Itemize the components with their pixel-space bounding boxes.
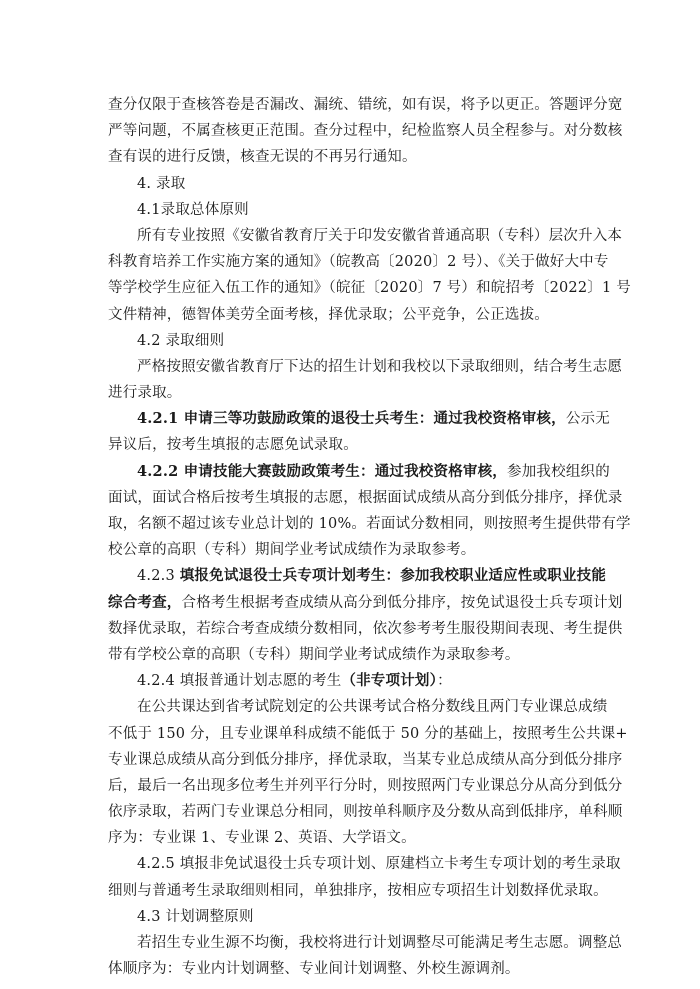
- bold-run: 4.2.2 申请技能大赛鼓励政策考生：通过我校资格审核，: [137, 462, 508, 480]
- text-run: 文件精神，德智体美劳全面考核，择优录取；公平竞争，公正选拔。: [108, 306, 549, 323]
- text-line: [108, 459, 610, 485]
- text-run: 所有专业按照《安徽省教育厅关于印发安徽省普通高职（专科）层次升入本: [137, 227, 623, 244]
- bold-run: 4.2.1 申请三等功鼓励政策的退役士兵考生：通过我校资格审核，: [137, 410, 566, 428]
- text-run: 序为：专业课 1、专业课 2、英语、大学语文。: [108, 830, 416, 847]
- text-line: [108, 721, 628, 747]
- text-line: [108, 537, 598, 563]
- text-line: [108, 930, 623, 956]
- text-run: 公示无: [565, 411, 610, 428]
- text-run: 4.2.5 填报非免试退役士兵专项计划、原建档立卡考生专项计划的考生录取: [137, 856, 621, 873]
- text-run: 专业课总成绩从高分到低分排序，择优录取，当某专业总成绩从高分到低分排序: [108, 751, 623, 768]
- text-run: 带有学校公章的高职（专科）期间学业考试成绩作为录取参考。: [108, 646, 520, 663]
- text-line: [108, 851, 621, 877]
- text-line: [108, 799, 623, 825]
- text-run: 4. 录取: [137, 175, 186, 192]
- text-line: [108, 354, 623, 380]
- text-line: [108, 92, 623, 118]
- text-line: [108, 223, 623, 249]
- document-body: [108, 92, 631, 982]
- text-run: ：: [437, 673, 452, 690]
- bold-run: 填报免试退役士兵专项计划考生：参加我校职业适应性或职业技能: [179, 567, 607, 585]
- text-line: [108, 904, 598, 930]
- text-run: 严格按照安徽省教育厅下达的招生计划和我校以下录取细则，结合考生志愿: [137, 358, 623, 375]
- text-line: [108, 825, 598, 851]
- text-line: [108, 616, 623, 642]
- text-run: 科教育培养工作实施方案的通知》（皖教高〔2020〕2 号）、《关于做好大中专: [108, 254, 609, 271]
- bold-run: 综合考查，: [108, 593, 182, 611]
- text-line: [108, 511, 631, 537]
- text-line: [108, 590, 623, 616]
- text-line: [108, 249, 609, 275]
- text-run: 体顺序为：专业内计划调整、专业间计划调整、外校生源调剂。: [108, 961, 520, 978]
- text-run: 4.1录取总体原则: [137, 201, 249, 218]
- text-run: 依序录取，若两门专业课总分相同，则按单科顺序及分数从高到低排序，单科顺: [108, 804, 623, 821]
- text-run: 4.2.4 填报普通计划志愿的考生: [137, 673, 342, 690]
- text-run: 严等问题，不属查核更正范围。查分过程中，纪检监察人员全程参与。对分数核: [108, 123, 623, 140]
- text-line: [108, 380, 598, 406]
- text-run: 4.2.3: [137, 568, 180, 585]
- text-line: [108, 563, 607, 589]
- text-line: [108, 878, 608, 904]
- text-run: 取，名额不超过该专业总计划的 10%。若面试分数相同，则按照考生提供带有学: [108, 516, 631, 532]
- text-run: 等学校学生应征入伍工作的通知》（皖征〔2020〕7 号）和皖招考〔2022〕1 号: [108, 280, 631, 297]
- text-run: 数择优录取，若综合考查成绩分数相同，依次参考考生服役期间表现、考生提供: [108, 620, 623, 637]
- text-run: 面试，面试合格后按考生填报的志愿，根据面试成绩从高分到低分排序，择优录: [108, 489, 623, 506]
- bold-run: （非专项计划）: [341, 672, 438, 690]
- text-line: [108, 773, 623, 799]
- text-line: [108, 642, 598, 668]
- text-run: 后，最后一名出现多位考生并列平行分时，则按照两门专业课总分从高分到低分: [108, 777, 623, 794]
- text-run: 细则与普通考生录取细则相同，单独排序，按相应专项招生计划数择优录取。: [108, 882, 608, 899]
- text-line: [108, 118, 623, 144]
- text-run: 4.3 计划调整原则: [137, 908, 254, 925]
- text-run: 校公章的高职（专科）期间学业考试成绩作为录取参考。: [108, 542, 476, 559]
- text-line: [108, 275, 631, 301]
- text-line: [108, 432, 598, 458]
- text-run: 参加我校组织的: [507, 463, 610, 480]
- text-run: 4.2 录取细则: [137, 332, 225, 349]
- text-line: [108, 197, 598, 223]
- text-run: 查分仅限于查核答卷是否漏改、漏统、错统，如有误，将予以更正。答题评分宽: [108, 97, 623, 113]
- text-line: [108, 302, 598, 328]
- text-run: 查有误的进行反馈，核查无误的不再另行通知。: [108, 149, 417, 166]
- text-line: [108, 668, 598, 694]
- text-run: 若招生专业生源不均衡，我校将进行计划调整尽可能满足考生志愿。调整总: [137, 935, 623, 951]
- text-run: 进行录取。: [108, 385, 182, 402]
- text-line: [108, 747, 623, 773]
- text-run: 异议后，按考生填报的志愿免试录取。: [108, 437, 358, 454]
- text-run: 合格考生根据考查成绩从高分到低分排序，按免试退役士兵专项计划: [181, 594, 623, 611]
- text-line: [108, 328, 598, 354]
- text-line: [108, 956, 598, 982]
- text-line: [108, 171, 598, 197]
- text-line: [108, 144, 598, 170]
- text-run: 不低于 150 分，且专业课单科成绩不能低于 50 分的基础上，按照考生公共课+: [108, 725, 628, 742]
- text-line: [108, 485, 623, 511]
- text-line: [108, 406, 610, 432]
- text-line: [108, 694, 608, 720]
- text-run: 在公共课达到省考试院划定的公共课考试合格分数线且两门专业课总成绩: [137, 699, 608, 716]
